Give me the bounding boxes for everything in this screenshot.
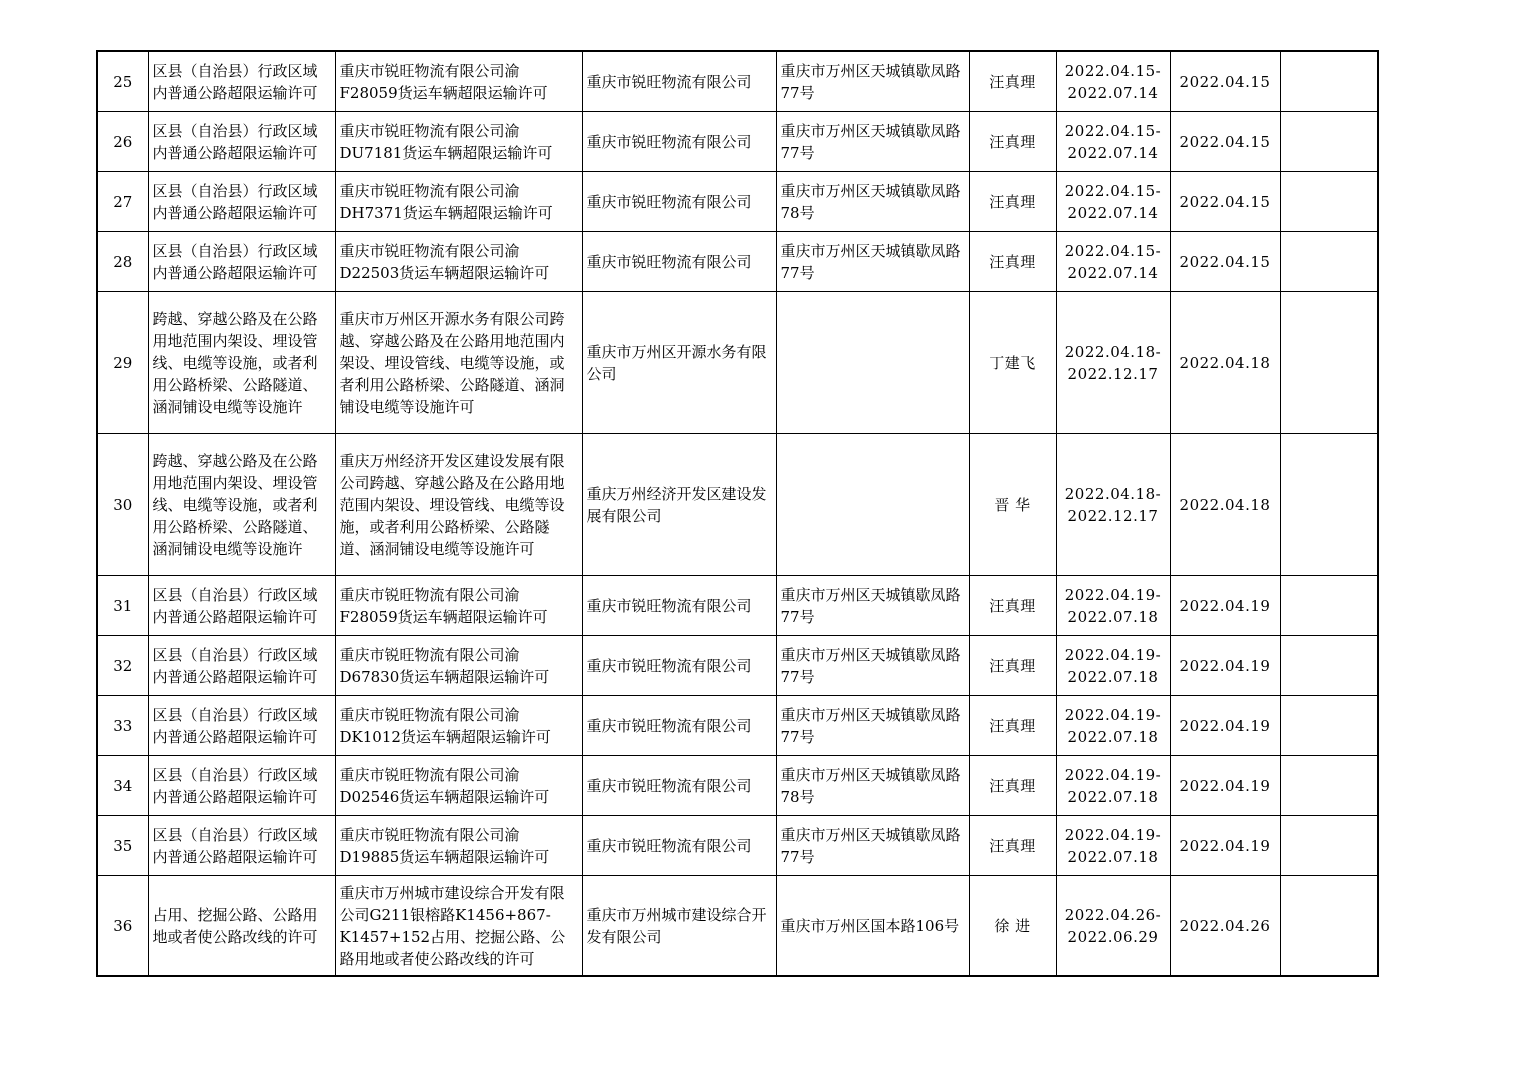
permit-type: 区县（自治县）行政区域内普通公路超限运输许可 — [152, 645, 318, 686]
permit-type-cell — [148, 112, 335, 172]
row-number: 29 — [97, 292, 148, 434]
permit-type-cell — [148, 636, 335, 696]
company-cell — [582, 576, 776, 636]
company-name: 重庆市锐旺物流有限公司 — [586, 836, 752, 855]
project-name-cell — [335, 292, 582, 434]
validity-start: 2022.04.19- — [1064, 645, 1162, 664]
address-cell — [776, 576, 969, 636]
note-cell — [1280, 232, 1378, 292]
legal-representative: 丁建飞 — [969, 292, 1056, 434]
address-cell — [776, 232, 969, 292]
legal-representative: 汪真理 — [969, 636, 1056, 696]
row-number: 36 — [97, 876, 148, 977]
row-number: 30 — [97, 434, 148, 576]
note-cell — [1280, 876, 1378, 977]
permit-type: 区县（自治县）行政区域内普通公路超限运输许可 — [152, 765, 318, 806]
permit-type-cell — [148, 172, 335, 232]
validity-period-cell — [1056, 434, 1170, 576]
company-address: 重庆市万州区天城镇歇凤路77号 — [780, 645, 961, 686]
validity-period-cell — [1056, 816, 1170, 876]
company-name: 重庆市万州城市建设综合开发有限公司 — [586, 905, 767, 946]
address-cell — [776, 816, 969, 876]
note-cell — [1280, 636, 1378, 696]
validity-period-cell — [1056, 636, 1170, 696]
project-name-cell — [335, 172, 582, 232]
decision-date: 2022.04.19 — [1170, 636, 1280, 696]
validity-start: 2022.04.19- — [1064, 765, 1162, 784]
project-name: 重庆市锐旺物流有限公司渝D19885货运车辆超限运输许可 — [339, 825, 550, 866]
permit-type: 区县（自治县）行政区域内普通公路超限运输许可 — [152, 121, 318, 162]
table-row — [97, 112, 1378, 172]
validity-end: 2022.06.29 — [1067, 927, 1159, 946]
note-cell — [1280, 292, 1378, 434]
company-cell — [582, 292, 776, 434]
decision-date: 2022.04.15 — [1170, 172, 1280, 232]
permit-type-cell — [148, 876, 335, 977]
note-cell — [1280, 434, 1378, 576]
address-cell — [776, 434, 969, 576]
validity-start: 2022.04.19- — [1064, 585, 1162, 604]
permit-type: 区县（自治县）行政区域内普通公路超限运输许可 — [152, 705, 318, 746]
validity-end: 2022.07.18 — [1067, 847, 1159, 866]
validity-start: 2022.04.18- — [1064, 484, 1162, 503]
validity-start: 2022.04.26- — [1064, 905, 1162, 924]
company-cell — [582, 756, 776, 816]
company-name: 重庆市锐旺物流有限公司 — [586, 192, 752, 211]
row-number: 27 — [97, 172, 148, 232]
company-name: 重庆市锐旺物流有限公司 — [586, 72, 752, 91]
permit-type: 区县（自治县）行政区域内普通公路超限运输许可 — [152, 181, 318, 222]
permit-type: 区县（自治县）行政区域内普通公路超限运输许可 — [152, 241, 318, 282]
legal-representative: 汪真理 — [969, 696, 1056, 756]
decision-date: 2022.04.18 — [1170, 292, 1280, 434]
permit-type-cell — [148, 696, 335, 756]
company-cell — [582, 636, 776, 696]
validity-period-cell — [1056, 576, 1170, 636]
project-name-cell — [335, 232, 582, 292]
note-cell — [1280, 696, 1378, 756]
table-body — [97, 51, 1378, 976]
validity-period-cell — [1056, 51, 1170, 112]
validity-end: 2022.12.17 — [1067, 506, 1159, 525]
table-row — [97, 51, 1378, 112]
row-number: 31 — [97, 576, 148, 636]
company-cell — [582, 51, 776, 112]
decision-date: 2022.04.15 — [1170, 112, 1280, 172]
decision-date: 2022.04.19 — [1170, 756, 1280, 816]
project-name-cell — [335, 696, 582, 756]
permit-type-cell — [148, 434, 335, 576]
address-cell — [776, 876, 969, 977]
company-name: 重庆市锐旺物流有限公司 — [586, 596, 752, 615]
validity-end: 2022.07.14 — [1067, 203, 1159, 222]
address-cell — [776, 292, 969, 434]
permit-type: 区县（自治县）行政区域内普通公路超限运输许可 — [152, 61, 318, 102]
validity-start: 2022.04.15- — [1064, 121, 1162, 140]
project-name-cell — [335, 816, 582, 876]
row-number: 35 — [97, 816, 148, 876]
company-cell — [582, 876, 776, 977]
company-address: 重庆市万州区天城镇歇凤路77号 — [780, 705, 961, 746]
validity-period-cell — [1056, 876, 1170, 977]
legal-representative: 汪真理 — [969, 756, 1056, 816]
table-row — [97, 232, 1378, 292]
company-address: 重庆市万州区天城镇歇凤路77号 — [780, 61, 961, 102]
note-cell — [1280, 51, 1378, 112]
table-row — [97, 876, 1378, 977]
validity-period-cell — [1056, 696, 1170, 756]
decision-date: 2022.04.18 — [1170, 434, 1280, 576]
project-name-cell — [335, 756, 582, 816]
row-number: 25 — [97, 51, 148, 112]
company-name: 重庆市锐旺物流有限公司 — [586, 776, 752, 795]
company-address: 重庆市万州区天城镇歇凤路78号 — [780, 181, 961, 222]
address-cell — [776, 756, 969, 816]
permit-type: 跨越、穿越公路及在公路用地范围内架设、埋设管线、电缆等设施，或者利用公路桥梁、公路隧道、涵洞铺设电缆等设施许 — [152, 451, 318, 558]
company-name: 重庆市锐旺物流有限公司 — [586, 252, 752, 271]
table-row — [97, 816, 1378, 876]
row-number: 32 — [97, 636, 148, 696]
row-number: 26 — [97, 112, 148, 172]
project-name: 重庆市锐旺物流有限公司渝D02546货运车辆超限运输许可 — [339, 765, 550, 806]
permit-type: 跨越、穿越公路及在公路用地范围内架设、埋设管线、电缆等设施，或者利用公路桥梁、公路隧道、涵洞铺设电缆等设施许 — [152, 309, 318, 416]
project-name: 重庆万州经济开发区建设发展有限公司跨越、穿越公路及在公路用地范围内架设、埋设管线、电缆等设施，或者利用公路桥梁、公路隧道、涵洞铺设电缆等设施许可 — [339, 451, 565, 558]
company-address: 重庆市万州区天城镇歇凤路77号 — [780, 825, 961, 866]
validity-start: 2022.04.19- — [1064, 705, 1162, 724]
decision-date: 2022.04.15 — [1170, 232, 1280, 292]
legal-representative: 汪真理 — [969, 816, 1056, 876]
company-address: 重庆市万州区天城镇歇凤路77号 — [780, 585, 961, 626]
validity-start: 2022.04.15- — [1064, 61, 1162, 80]
validity-period-cell — [1056, 172, 1170, 232]
legal-representative: 汪真理 — [969, 51, 1056, 112]
project-name-cell — [335, 876, 582, 977]
project-name: 重庆市万州区开源水务有限公司跨越、穿越公路及在公路用地范围内架设、埋设管线、电缆等设施，或者利用公路桥梁、公路隧道、涵洞铺设电缆等设施许可 — [339, 309, 565, 416]
note-cell — [1280, 816, 1378, 876]
permit-type-cell — [148, 232, 335, 292]
permit-type-cell — [148, 292, 335, 434]
project-name-cell — [335, 434, 582, 576]
validity-end: 2022.12.17 — [1067, 364, 1159, 383]
company-name: 重庆万州经济开发区建设发展有限公司 — [586, 484, 767, 525]
decision-date: 2022.04.15 — [1170, 51, 1280, 112]
company-name: 重庆市锐旺物流有限公司 — [586, 716, 752, 735]
legal-representative: 汪真理 — [969, 232, 1056, 292]
permit-type-cell — [148, 816, 335, 876]
project-name-cell — [335, 112, 582, 172]
company-cell — [582, 112, 776, 172]
company-address: 重庆市万州区天城镇歇凤路77号 — [780, 121, 961, 162]
row-number: 34 — [97, 756, 148, 816]
company-name: 重庆市锐旺物流有限公司 — [586, 656, 752, 675]
company-cell — [582, 232, 776, 292]
row-number: 33 — [97, 696, 148, 756]
project-name-cell — [335, 51, 582, 112]
table-row — [97, 434, 1378, 576]
company-address: 重庆市万州区天城镇歇凤路78号 — [780, 765, 961, 806]
project-name: 重庆市锐旺物流有限公司渝F28059货运车辆超限运输许可 — [339, 585, 548, 626]
company-cell — [582, 696, 776, 756]
table-row — [97, 576, 1378, 636]
table-row — [97, 756, 1378, 816]
company-address: 重庆市万州区天城镇歇凤路77号 — [780, 241, 961, 282]
address-cell — [776, 51, 969, 112]
project-name: 重庆市锐旺物流有限公司渝D67830货运车辆超限运输许可 — [339, 645, 550, 686]
project-name-cell — [335, 636, 582, 696]
company-cell — [582, 816, 776, 876]
table-row — [97, 636, 1378, 696]
validity-end: 2022.07.14 — [1067, 263, 1159, 282]
address-cell — [776, 112, 969, 172]
company-cell — [582, 434, 776, 576]
validity-start: 2022.04.15- — [1064, 241, 1162, 260]
validity-end: 2022.07.14 — [1067, 143, 1159, 162]
validity-period-cell — [1056, 292, 1170, 434]
project-name: 重庆市锐旺物流有限公司渝D22503货运车辆超限运输许可 — [339, 241, 550, 282]
permit-type: 区县（自治县）行政区域内普通公路超限运输许可 — [152, 825, 318, 866]
validity-end: 2022.07.18 — [1067, 787, 1159, 806]
permit-type: 占用、挖掘公路、公路用地或者使公路改线的许可 — [152, 905, 318, 946]
legal-representative: 徐 进 — [969, 876, 1056, 977]
permit-type-cell — [148, 756, 335, 816]
table-row — [97, 172, 1378, 232]
legal-representative: 汪真理 — [969, 576, 1056, 636]
validity-end: 2022.07.18 — [1067, 667, 1159, 686]
company-name: 重庆市锐旺物流有限公司 — [586, 132, 752, 151]
validity-start: 2022.04.15- — [1064, 181, 1162, 200]
note-cell — [1280, 756, 1378, 816]
validity-start: 2022.04.18- — [1064, 342, 1162, 361]
project-name: 重庆市锐旺物流有限公司渝DK1012货运车辆超限运输许可 — [339, 705, 551, 746]
validity-period-cell — [1056, 112, 1170, 172]
company-address: 重庆市万州区国本路106号 — [780, 916, 960, 935]
validity-end: 2022.07.18 — [1067, 727, 1159, 746]
validity-period-cell — [1056, 756, 1170, 816]
validity-end: 2022.07.14 — [1067, 83, 1159, 102]
decision-date: 2022.04.26 — [1170, 876, 1280, 977]
table-row — [97, 696, 1378, 756]
legal-representative: 晋 华 — [969, 434, 1056, 576]
legal-representative: 汪真理 — [969, 172, 1056, 232]
decision-date: 2022.04.19 — [1170, 576, 1280, 636]
table-row — [97, 292, 1378, 434]
permit-type: 区县（自治县）行政区域内普通公路超限运输许可 — [152, 585, 318, 626]
row-number: 28 — [97, 232, 148, 292]
permit-type-cell — [148, 576, 335, 636]
project-name: 重庆市锐旺物流有限公司渝DU7181货运车辆超限运输许可 — [339, 121, 553, 162]
note-cell — [1280, 172, 1378, 232]
project-name: 重庆市锐旺物流有限公司渝F28059货运车辆超限运输许可 — [339, 61, 548, 102]
project-name: 重庆市锐旺物流有限公司渝DH7371货运车辆超限运输许可 — [339, 181, 553, 222]
permit-table — [96, 50, 1379, 977]
note-cell — [1280, 112, 1378, 172]
validity-start: 2022.04.19- — [1064, 825, 1162, 844]
permit-table-container — [96, 50, 1379, 977]
note-cell — [1280, 576, 1378, 636]
decision-date: 2022.04.19 — [1170, 816, 1280, 876]
address-cell — [776, 636, 969, 696]
permit-type-cell — [148, 51, 335, 112]
project-name-cell — [335, 576, 582, 636]
validity-end: 2022.07.18 — [1067, 607, 1159, 626]
company-name: 重庆市万州区开源水务有限公司 — [586, 342, 767, 383]
company-cell — [582, 172, 776, 232]
address-cell — [776, 696, 969, 756]
legal-representative: 汪真理 — [969, 112, 1056, 172]
address-cell — [776, 172, 969, 232]
project-name: 重庆市万州城市建设综合开发有限公司G211银榕路K1456+867-K1457+152占用、挖掘公路、公路用地或者使公路改线的许可 — [339, 883, 566, 968]
validity-period-cell — [1056, 232, 1170, 292]
decision-date: 2022.04.19 — [1170, 696, 1280, 756]
